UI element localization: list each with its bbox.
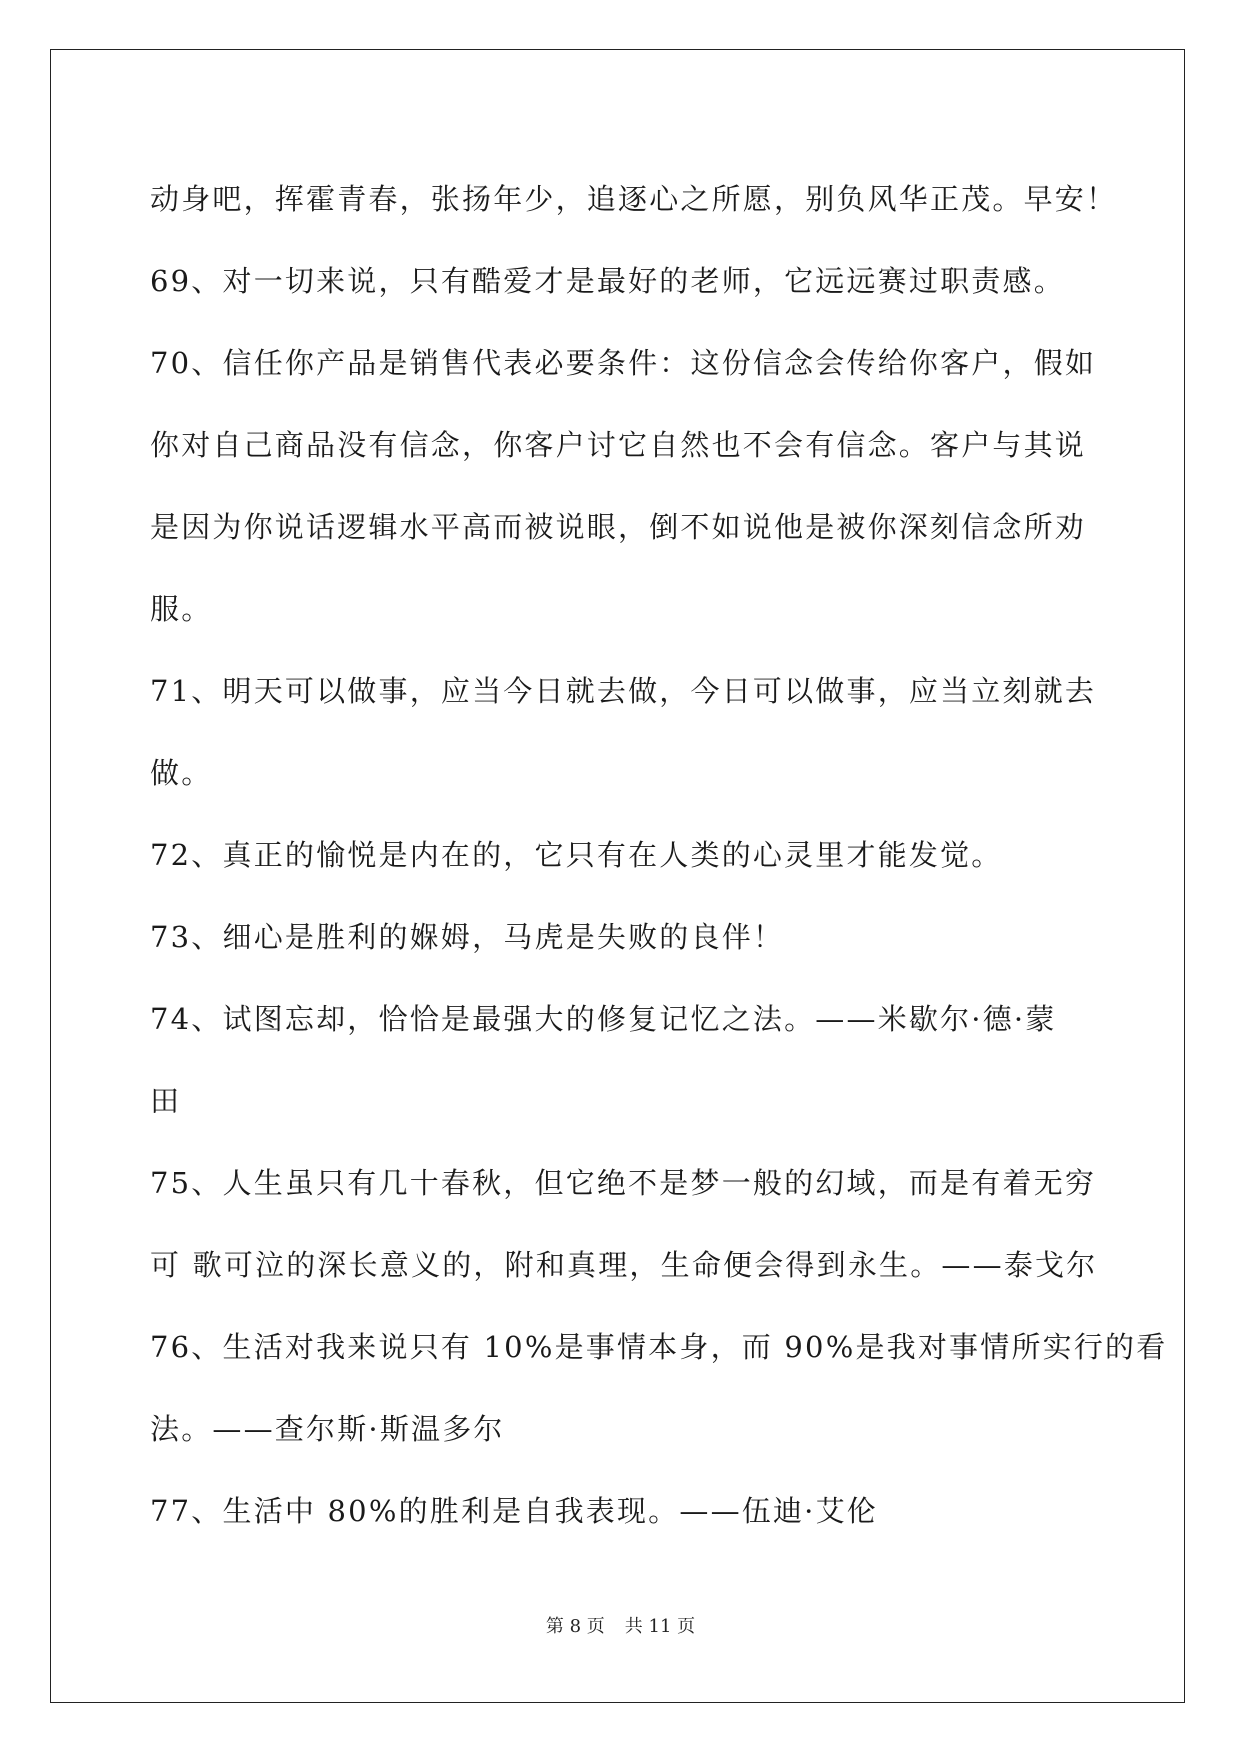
text-line: 76、生活对我来说只有 10%是事情本身，而 90%是我对事情所实行的看 bbox=[150, 1330, 1168, 1364]
total-page-count: 共 11 页 bbox=[624, 1616, 696, 1637]
text-line: 服。 bbox=[150, 592, 213, 626]
text-line: 71、明天可以做事，应当今日就去做，今日可以做事，应当立刻就去 bbox=[150, 674, 1097, 708]
page-footer bbox=[0, 1612, 1241, 1638]
text-line: 做。 bbox=[150, 756, 213, 790]
text-line: 70、信任你产品是销售代表必要条件：这份信念会传给你客户，假如 bbox=[150, 346, 1097, 380]
text-line: 动身吧，挥霍青春，张扬年少，追逐心之所愿，别负风华正茂。早安！ bbox=[150, 182, 1118, 216]
text-line: 72、真正的愉悦是内在的，它只有在人类的心灵里才能发觉。 bbox=[150, 838, 1003, 872]
text-line: 田 bbox=[150, 1084, 182, 1118]
text-line: 75、人生虽只有几十春秋，但它绝不是梦一般的幻域，而是有着无穷 bbox=[150, 1166, 1097, 1200]
text-line: 69、对一切来说，只有酷爱才是最好的老师，它远远赛过职责感。 bbox=[150, 264, 1065, 298]
text-line: 74、试图忘却，恰恰是最强大的修复记忆之法。——米歇尔·德·蒙 bbox=[150, 1002, 1057, 1036]
text-line: 你对自己商品没有信念，你客户讨它自然也不会有信念。客户与其说 bbox=[150, 428, 1087, 462]
document-body bbox=[150, 158, 1168, 1552]
text-line: 77、生活中 80%的胜利是自我表现。——伍迪·艾伦 bbox=[150, 1494, 878, 1528]
text-line: 可 歌可泣的深长意义的，附和真理，生命便会得到永生。——泰戈尔 bbox=[150, 1248, 1098, 1282]
text-line: 73、细心是胜利的媬姆，马虎是失败的良伴！ bbox=[150, 920, 785, 954]
text-line: 法。——查尔斯·斯温多尔 bbox=[150, 1412, 505, 1446]
current-page-number: 第 8 页 bbox=[545, 1616, 605, 1637]
text-line: 是因为你说话逻辑水平高而被说眼，倒不如说他是被你深刻信念所劝 bbox=[150, 510, 1087, 544]
